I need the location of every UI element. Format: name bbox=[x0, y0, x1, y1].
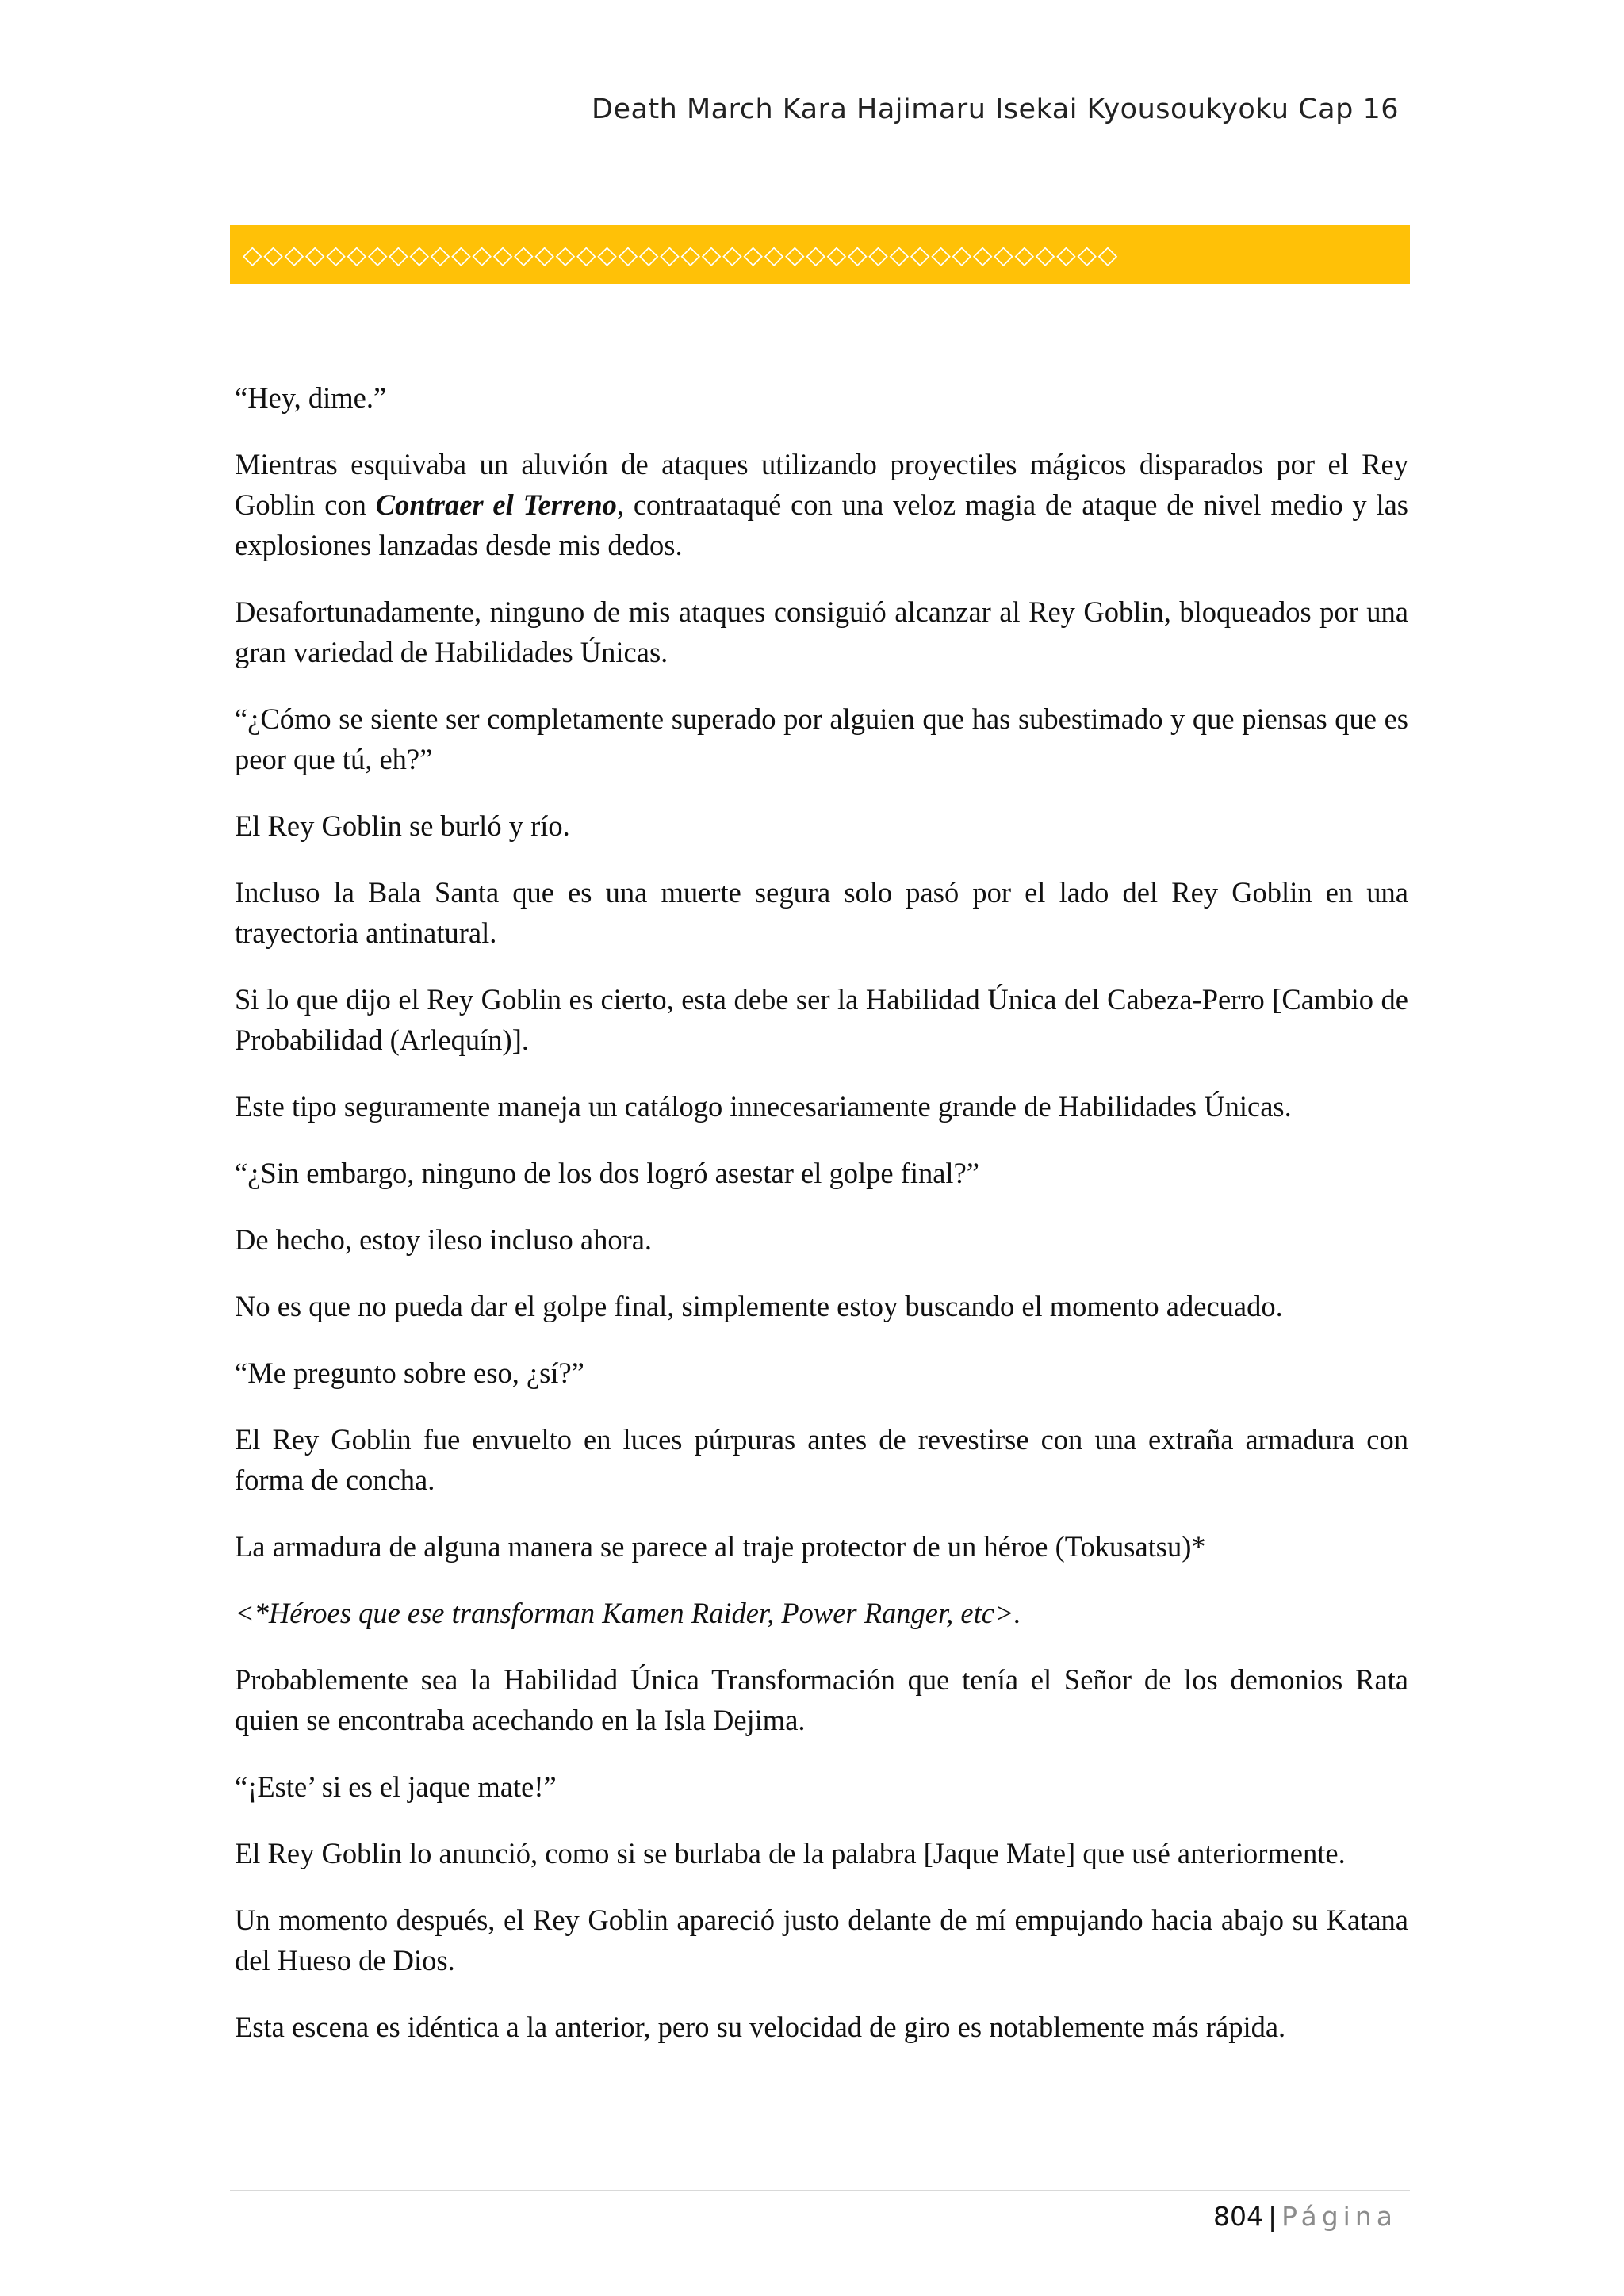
paragraph: Esta escena es idéntica a la anterior, pero su velocidad de giro es notablemente más rápida. bbox=[235, 2011, 1286, 2043]
decorative-banner bbox=[230, 225, 1410, 284]
paragraph: De hecho, estoy ileso incluso ahora. bbox=[235, 1223, 653, 1256]
paragraph: Este tipo seguramente maneja un catálogo innecesariamente grande de Habilidades Únicas. bbox=[235, 1090, 1292, 1123]
paragraph-text: , contraataqué con una veloz magia de ataque de nivel medio y las explosiones lanzadas desde mis dedos. bbox=[235, 488, 1408, 561]
paragraph: Probablemente sea la Habilidad Única Transformación que tenía el Señor de los demonios Rata quien se encontraba acechando en la Isla Dejima. bbox=[235, 1663, 1408, 1736]
paragraph: “¡Este’ si es el jaque mate!” bbox=[235, 1770, 557, 1803]
paragraph: El Rey Goblin lo anunció, como si se burlaba de la palabra [Jaque Mate] que usé anteriormente. bbox=[235, 1837, 1346, 1869]
paragraph: “Hey, dime.” bbox=[235, 381, 387, 414]
page-header-title: Death March Kara Hajimaru Isekai Kyousoukyoku Cap 16 bbox=[592, 94, 1399, 125]
paragraph: El Rey Goblin fue envuelto en luces púrpuras antes de revestirse con una extraña armadura con forma de concha. bbox=[235, 1423, 1408, 1496]
footer-divider bbox=[230, 2190, 1410, 2191]
diamond-pattern-icon: ◇◇◇◇◇◇◇◇◇◇◇◇◇◇◇◇◇◇◇◇◇◇◇◇◇◇◇◇◇◇◇◇◇◇◇◇◇◇◇◇◇◇ bbox=[243, 239, 1119, 270]
page-number: 804 bbox=[1212, 2201, 1263, 2232]
paragraph-text: Mientras esquivaba un aluvión de ataques utilizando proyectiles mágicos disparados por el Rey Goblin con bbox=[235, 448, 1408, 521]
paragraph: “¿Cómo se siente ser completamente superado por alguien que has subestimado y que piensas que es peor que tú, eh?” bbox=[235, 702, 1408, 775]
footer-separator: | bbox=[1267, 2201, 1277, 2232]
paragraph: Un momento después, el Rey Goblin apareció justo delante de mí empujando hacia abajo su Katana del Hueso de Dios. bbox=[235, 1904, 1408, 1976]
chapter-body bbox=[235, 377, 1408, 2073]
paragraph: Si lo que dijo el Rey Goblin es cierto, esta debe ser la Habilidad Única del Cabeza-Perro [Cambio de Probabilidad (Arlequín)]. bbox=[235, 983, 1408, 1056]
paragraph: “Me pregunto sobre eso, ¿sí?” bbox=[235, 1357, 584, 1389]
paragraph: No es que no pueda dar el golpe final, simplemente estoy buscando el momento adecuado. bbox=[235, 1290, 1283, 1322]
note-text: <*Héroes que ese transforman Kamen Raider, Power Ranger, etc>. bbox=[235, 1597, 1021, 1629]
page-label: Página bbox=[1281, 2201, 1397, 2232]
page-footer bbox=[1213, 2195, 1397, 2239]
paragraph: “¿Sin embargo, ninguno de los dos logró asestar el golpe final?” bbox=[235, 1157, 979, 1189]
paragraph bbox=[235, 444, 1408, 565]
skill-name: Contraer el Terreno bbox=[375, 488, 617, 521]
translator-note bbox=[235, 1593, 1408, 1633]
paragraph: El Rey Goblin se burló y río. bbox=[235, 809, 570, 842]
paragraph: Incluso la Bala Santa que es una muerte segura solo pasó por el lado del Rey Goblin en una trayectoria antinatural. bbox=[235, 876, 1408, 949]
paragraph: La armadura de alguna manera se parece al traje protector de un héroe (Tokusatsu)* bbox=[235, 1530, 1206, 1563]
paragraph: Desafortunadamente, ninguno de mis ataques consiguió alcanzar al Rey Goblin, bloqueados por una gran variedad de Habilidades Únicas. bbox=[235, 595, 1408, 668]
